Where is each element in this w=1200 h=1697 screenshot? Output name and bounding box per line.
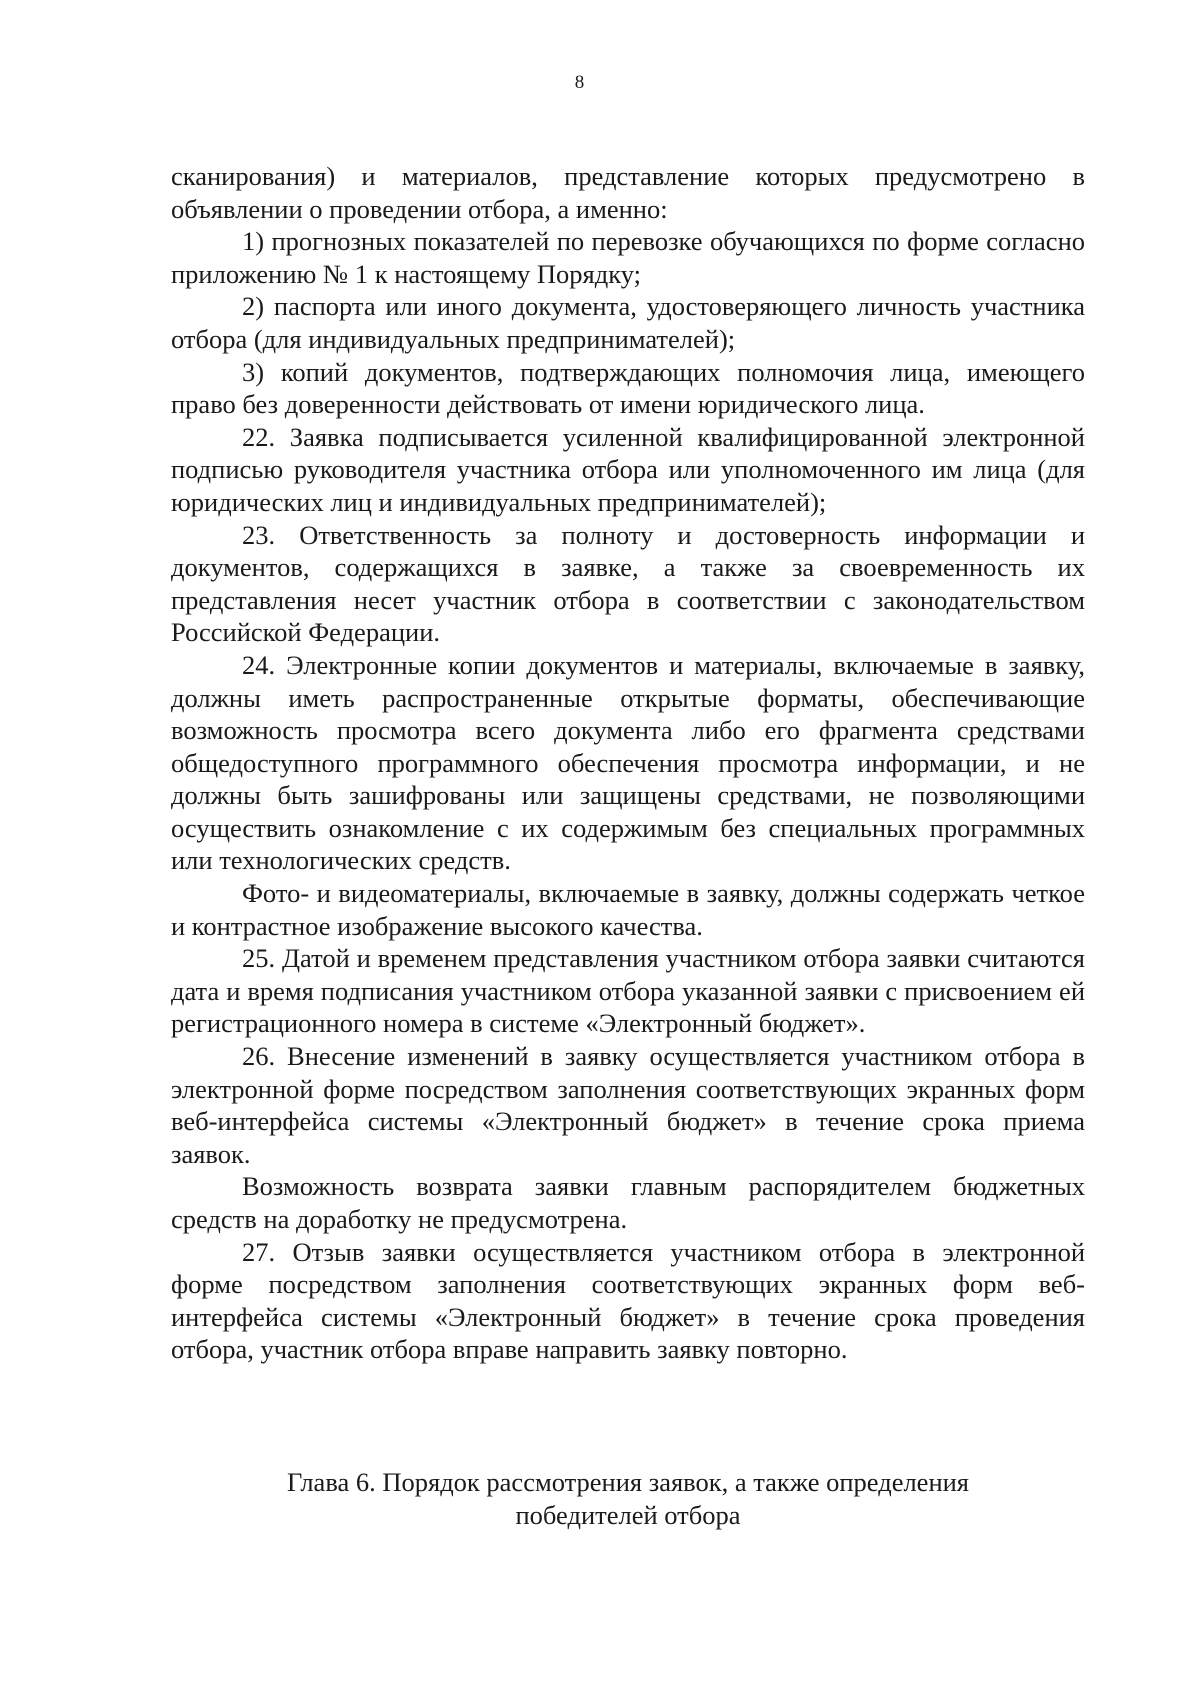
paragraph-item-2: 2) паспорта или иного документа, удостоверяющего личность участника отбора (для индивидуальных предпринимателей);: [171, 291, 1085, 354]
paragraph-item-1: 1) прогнозных показателей по перевозке обучающихся по форме согласно приложению № 1 к настоящему Порядку;: [171, 226, 1085, 289]
paragraph-27: 27. Отзыв заявки осуществляется участником отбора в электронной форме посредством заполнения соответствующих экранных форм веб-интерфейса системы «Электронный бюджет» в течение срока проведения отбора, участник отбора вправе направить заявку повторно.: [171, 1236, 1085, 1365]
document-body: [171, 160, 1085, 1366]
chapter-heading-line-2: победителей отбора: [515, 1500, 741, 1530]
chapter-heading: [171, 1466, 1085, 1532]
paragraph-23: 23. Ответственность за полноту и достоверность информации и документов, содержащихся в заявке, а также за своевременность их представления несет участник отбора в соответствии с законодательством Российской Федерации.: [171, 519, 1085, 648]
paragraph-26: 26. Внесение изменений в заявку осуществляется участником отбора в электронной форме посредством заполнения соответствующих экранных форм веб-интерфейса системы «Электронный бюджет» в течение срока приема заявок.: [171, 1041, 1085, 1169]
paragraph-22: 22. Заявка подписывается усиленной квалифицированной электронной подписью руководителя участника отбора или уполномоченного им лица (для юридических лиц и индивидуальных предпринимателей);: [171, 421, 1085, 517]
paragraph-25: 25. Датой и временем представления участником отбора заявки считаются дата и время подписания участником отбора указанной заявки с присвоением ей регистрационного номера в системе «Электронный бюджет».: [171, 943, 1085, 1039]
paragraph-24: 24. Электронные копии документов и материалы, включаемые в заявку, должны иметь распространенные открытые форматы, обеспечивающие возможность просмотра всего документа либо его фрагмента средствами общедоступного программного обеспечения просмотра информации, и не должны быть зашифрованы или защищены средствами, не позволяющими осуществить ознакомление с их содержимым без специальных программных или технологических средств.: [171, 649, 1085, 876]
paragraph-24-photo-video: Фото- и видеоматериалы, включаемые в заявку, должны содержать четкое и контрастное изображение высокого качества.: [171, 878, 1085, 941]
paragraph-26-return: Возможность возврата заявки главным распорядителем бюджетных средств на доработку не предусмотрена.: [171, 1171, 1085, 1234]
paragraph-item-3: 3) копий документов, подтверждающих полномочия лица, имеющего право без доверенности действовать от имени юридического лица.: [171, 356, 1085, 420]
chapter-heading-line-1: Глава 6. Порядок рассмотрения заявок, а также определения: [287, 1467, 969, 1497]
paragraph-continuation: сканирования) и материалов, представление которых предусмотрено в объявлении о проведении отбора, а именно:: [171, 161, 1085, 224]
page-number: 8: [574, 72, 585, 93]
